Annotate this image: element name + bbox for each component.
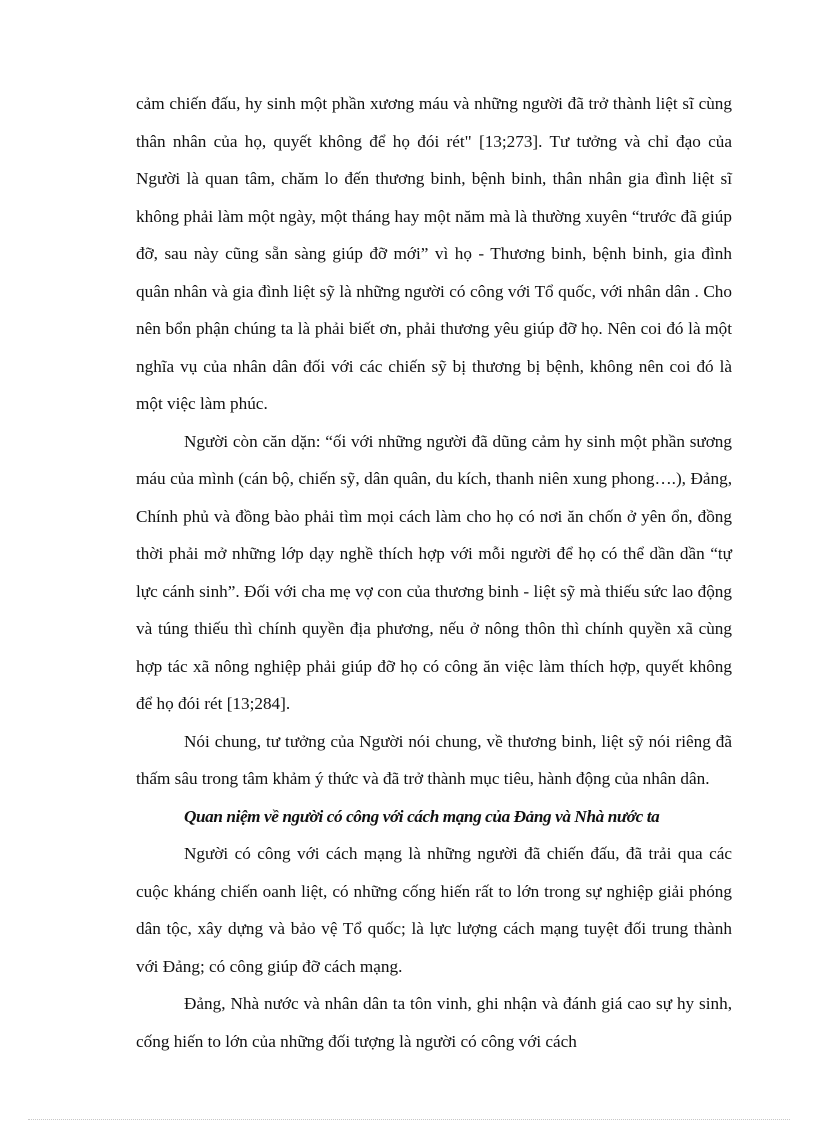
section-heading: Quan niệm về người có công với cách mạng của Đảng và Nhà nước ta — [184, 806, 660, 826]
paragraph-recognition: Đảng, Nhà nước và nhân dân ta tôn vinh, ghi nhận và đánh giá cao sự hy sinh, cống hiến to lớn của những đối tượng là người có công với cách — [136, 994, 732, 1051]
page-bottom-divider — [28, 1119, 790, 1120]
paragraph-continuation: cảm chiến đấu, hy sinh một phần xương máu và những người đã trở thành liệt sĩ cùng thân nhân của họ, quyết không để họ đói rét" [13;273]. Tư tưởng và chỉ đạo của Người là quan tâm, chăm lo đến thương binh, bệnh binh, thân nhân gia đình liệt sĩ không phải làm một ngày, một tháng hay một năm mà là thường xuyên “trước đã giúp đỡ, sau này cũng sẵn sàng giúp đỡ mới” vì họ - Thương binh, bệnh binh, gia đình quân nhân và gia đình liệt sỹ là những người có công với Tổ quốc, với nhân dân . Cho nên bổn phận chúng ta là phải biết ơn, phải thương yêu giúp đỡ họ. Nên coi đó là một nghĩa vụ của nhân dân đối với các chiến sỹ bị thương bị bệnh, không nên coi đó là một việc làm phúc. — [136, 94, 732, 413]
paragraph-summary: Nói chung, tư tưởng của Người nói chung, về thương binh, liệt sỹ nói riêng đã thấm sâu trong tâm khảm ý thức và đã trở thành mục tiêu, hành động của nhân dân. — [136, 731, 732, 788]
paragraph-instruction-quote: Người còn căn dặn: “ối với những người đã dũng cảm hy sinh một phần sương máu của mình (cán bộ, chiến sỹ, dân quân, du kích, thanh niên xung phong….), Đảng, Chính phủ và đồng bào phải tìm mọi cách làm cho họ có nơi ăn chốn ở yên ổn, đồng thời phải mở những lớp dạy nghề thích hợp với mỗi người để họ có thể dần dần “tự lực cánh sinh”. Đối với cha mẹ vợ con của thương binh - liệt sỹ mà thiếu sức lao động và túng thiếu thì chính quyền địa phương, nếu ở nông thôn thì chính quyền xã cùng hợp tác xã nông nghiệp phải giúp đỡ họ có công ăn việc làm thích hợp, quyết không để họ đói rét [13;284]. — [136, 431, 732, 713]
document-page — [136, 85, 732, 1060]
paragraph-definition: Người có công với cách mạng là những người đã chiến đấu, đã trải qua các cuộc kháng chiến oanh liệt, có những cống hiến rất to lớn trong sự nghiệp giải phóng dân tộc, xây dựng và bảo vệ Tổ quốc; là lực lượng cách mạng tuyệt đối trung thành với Đảng; có công giúp đỡ cách mạng. — [136, 844, 732, 976]
